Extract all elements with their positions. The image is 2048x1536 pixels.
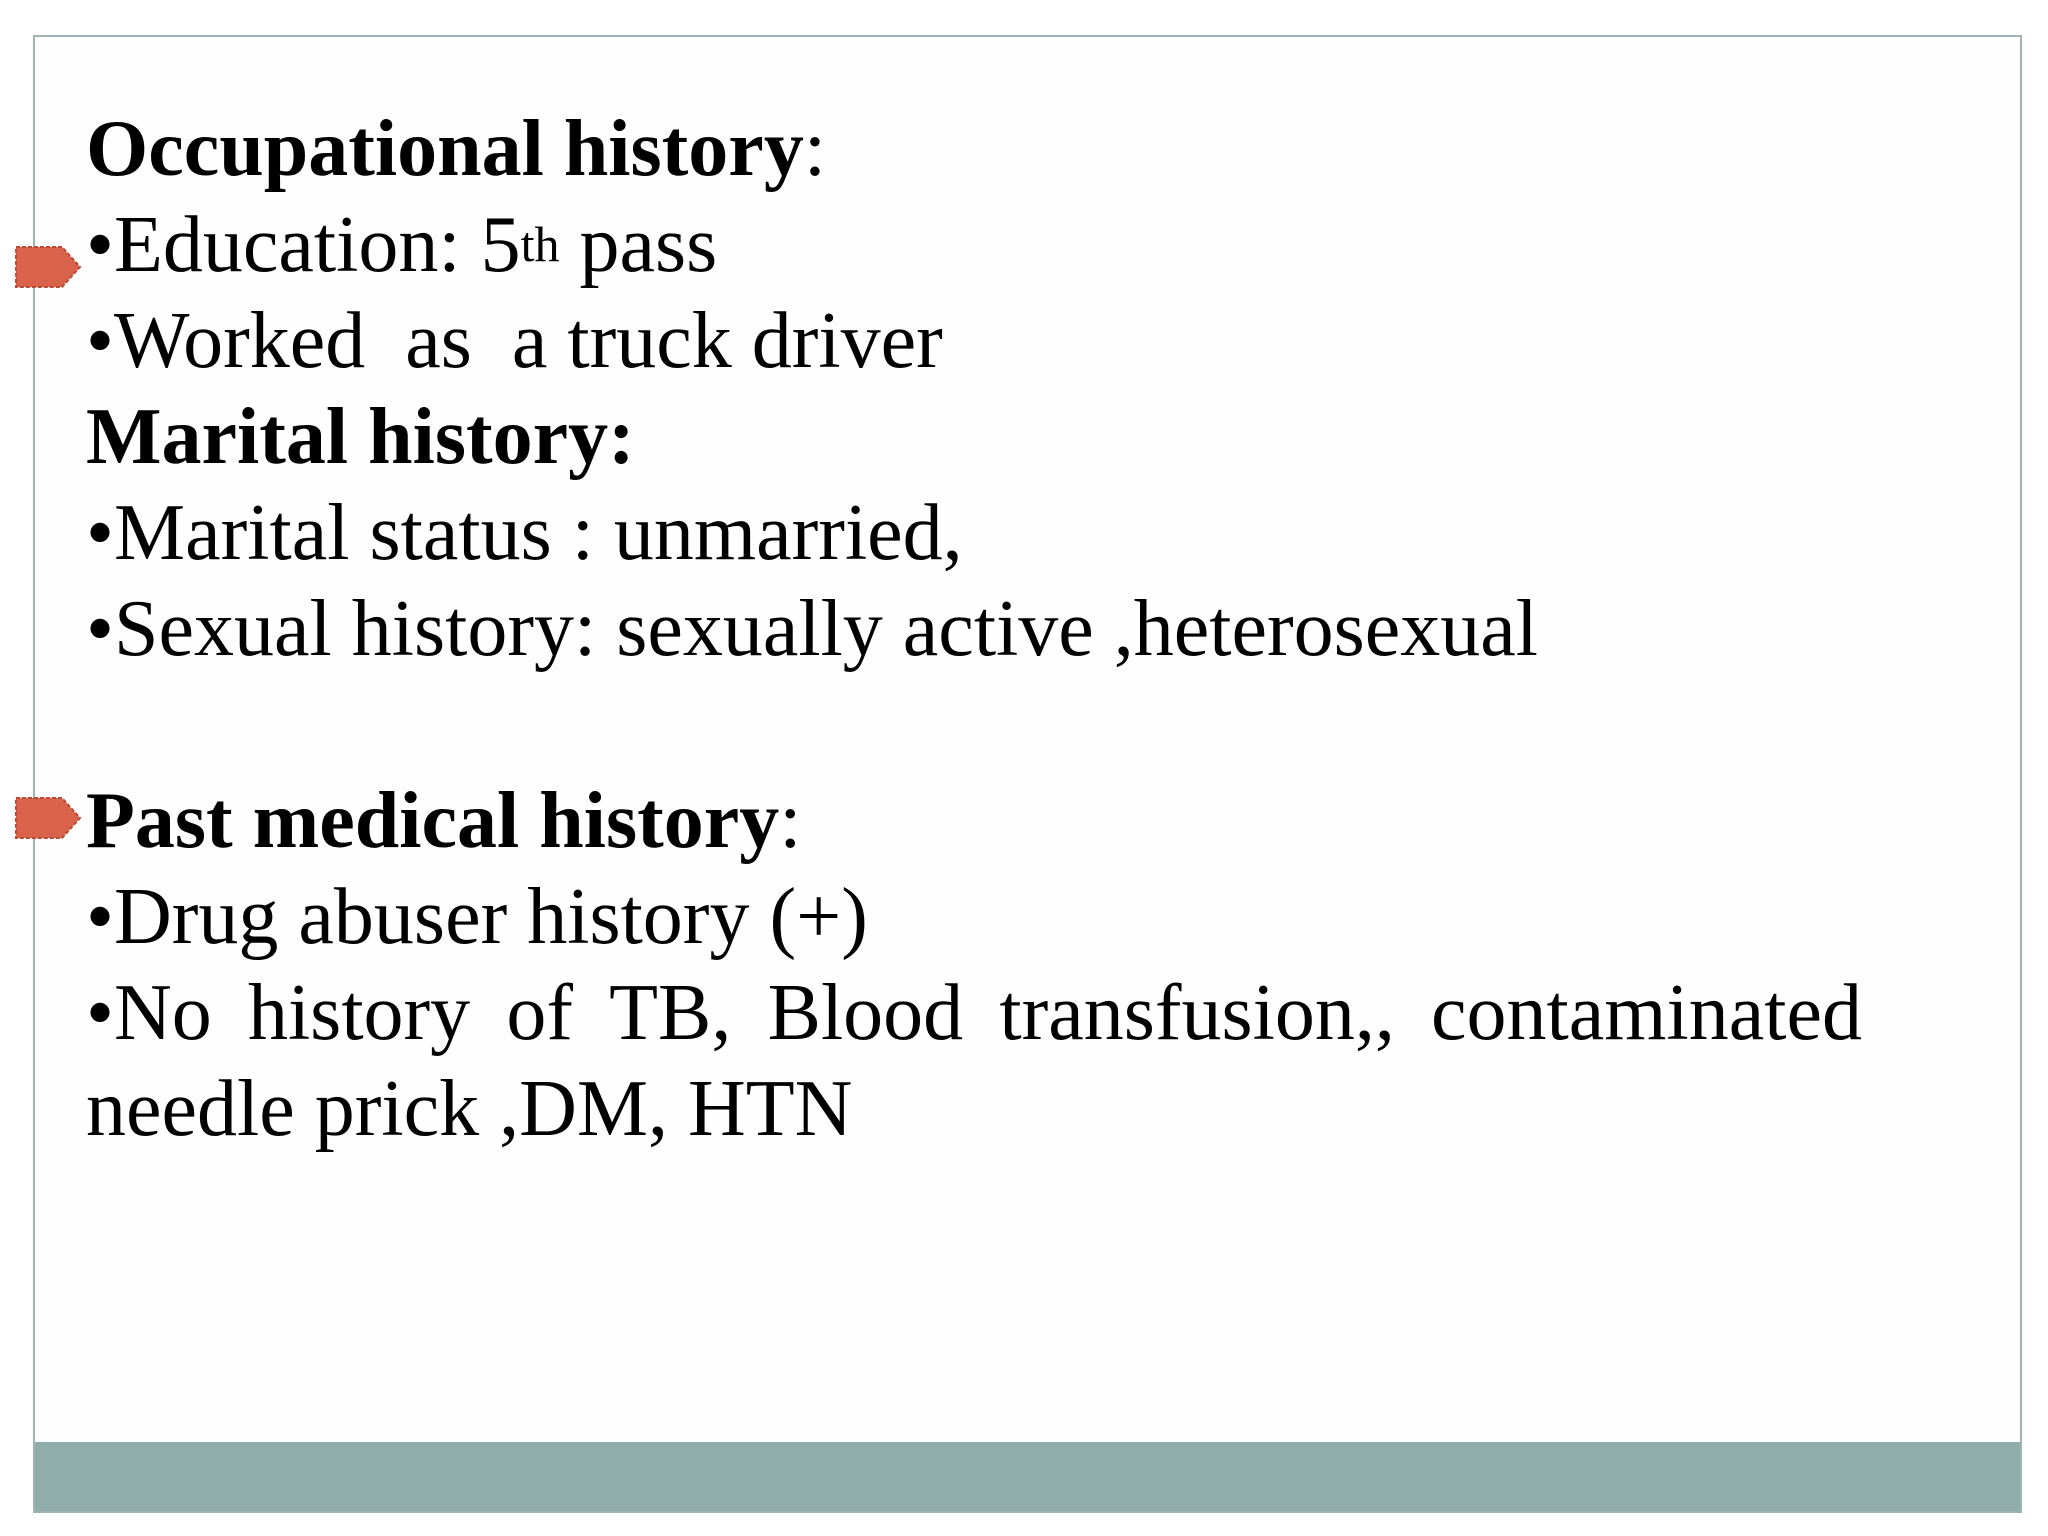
education-superscript: th (520, 216, 560, 272)
no-history-word: contaminated (1431, 969, 1862, 1057)
no-history-word: Blood (767, 969, 964, 1057)
no-history-item (86, 965, 1862, 1061)
drug-abuse-item: •Drug abuser history (+) (86, 873, 868, 961)
occupational-heading-colon: : (803, 105, 827, 193)
past-medical-heading-colon: : (779, 777, 802, 865)
past-medical-heading (86, 773, 801, 869)
no-history-word: of (506, 969, 573, 1057)
no-history-word: transfusion,, (999, 969, 1395, 1057)
education-item (86, 197, 717, 293)
footer-band (35, 1442, 2020, 1511)
marital-heading: Marital history: (86, 393, 635, 481)
education-suffix: pass (559, 201, 718, 289)
no-history-continuation: needle prick ,DM, HTN (86, 1065, 853, 1153)
education-prefix: •Education: 5 (86, 201, 521, 289)
no-history-word: history (247, 969, 471, 1057)
arrow-tab-icon (14, 796, 82, 840)
work-item: •Worked as a truck driver (86, 297, 943, 385)
marital-status-item: •Marital status : unmarried, (86, 489, 963, 577)
no-history-word: TB, (609, 969, 732, 1057)
occupational-heading (86, 101, 826, 197)
past-medical-heading-text: Past medical history (86, 777, 780, 865)
occupational-heading-text: Occupational history (86, 105, 804, 193)
no-history-word: •No (86, 969, 212, 1057)
arrow-tab-icon (14, 245, 82, 289)
sexual-history-item: •Sexual history: sexually active ,heterosexual (86, 585, 1539, 673)
